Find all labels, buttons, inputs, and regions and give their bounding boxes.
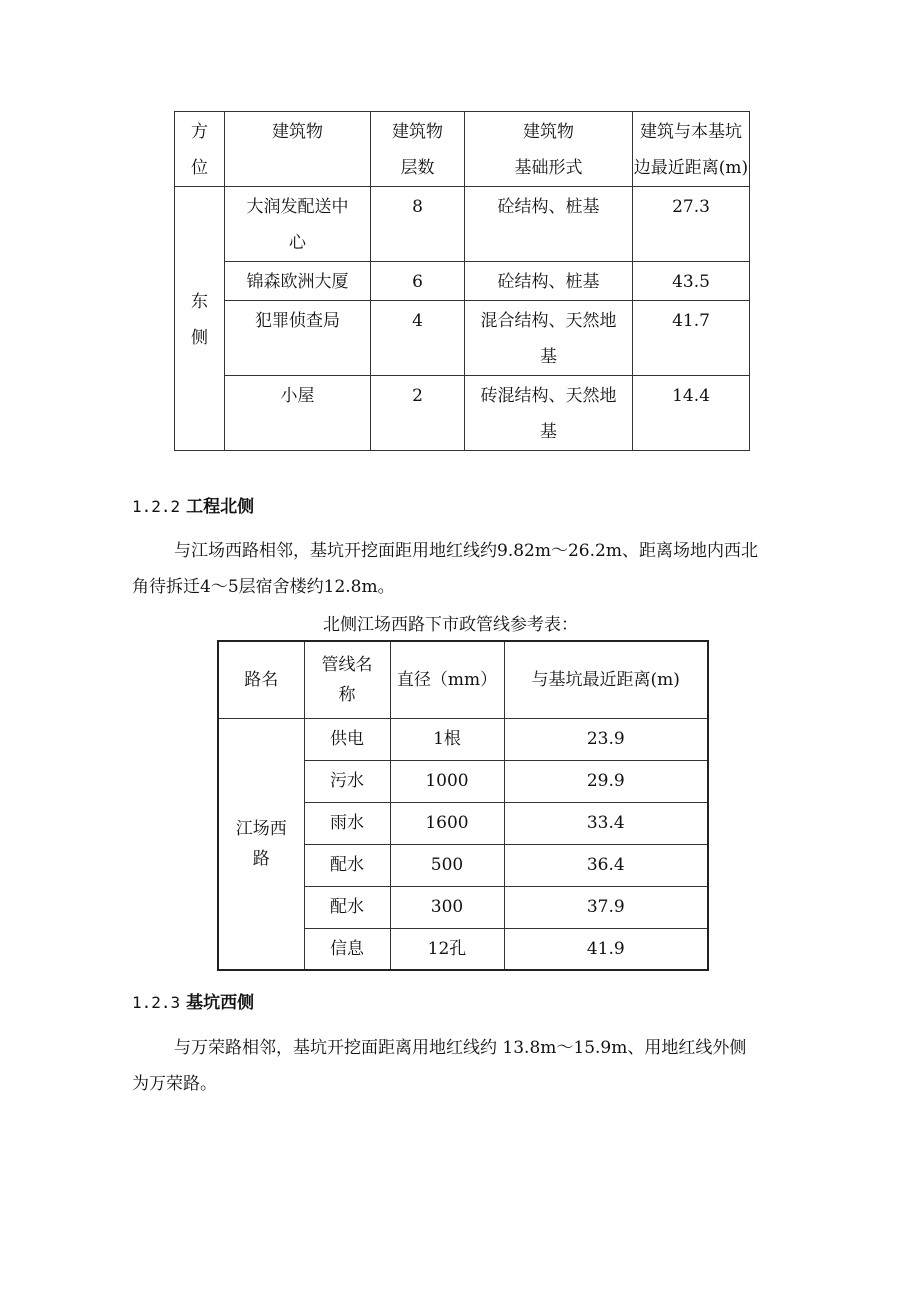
- section-number: 1.2.2: [132, 497, 181, 516]
- header-cell: 方 位: [175, 112, 225, 187]
- building-foundation: 砖混结构、天然地 基: [465, 376, 633, 451]
- building-name: 犯罪侦查局: [225, 301, 371, 376]
- section-heading-122: [132, 492, 254, 517]
- building-name: 小屋: [225, 376, 371, 451]
- building-floors: 2: [371, 376, 465, 451]
- table-header-row: [218, 641, 708, 718]
- building-floors: 6: [371, 262, 465, 301]
- section-title: 基坑西侧: [186, 993, 255, 1013]
- pipe-diameter: 500: [390, 844, 504, 886]
- paragraph-line: 与万荣路相邻，基坑开挖面距离用地红线约 13.8m～15.9m、用地红线外侧: [174, 1038, 747, 1058]
- east-buildings-table: [174, 111, 750, 451]
- pipe-name: 信息: [304, 928, 390, 970]
- pipe-diameter: 12孔: [390, 928, 504, 970]
- building-floors: 8: [371, 187, 465, 262]
- table-row: [175, 187, 750, 262]
- table-header-row: [175, 112, 750, 187]
- building-name: 大润发配送中 心: [225, 187, 371, 262]
- building-distance: 14.4: [633, 376, 750, 451]
- header-cell: 路名: [218, 641, 304, 718]
- table-row: [218, 718, 708, 760]
- paragraph-line: 为万荣路。: [132, 1074, 217, 1094]
- pipe-name: 供电: [304, 718, 390, 760]
- pipe-name: 配水: [304, 886, 390, 928]
- header-cell: 直径（mm）: [390, 641, 504, 718]
- pipe-diameter: 1根: [390, 718, 504, 760]
- building-foundation: 砼结构、桩基: [465, 187, 633, 262]
- pipe-diameter: 1600: [390, 802, 504, 844]
- section-heading-123: [132, 988, 254, 1013]
- road-cell: 江场西 路: [218, 718, 304, 970]
- pipe-name: 配水: [304, 844, 390, 886]
- pipe-distance: 41.9: [504, 928, 708, 970]
- paragraph-line: 与江场西路相邻，基坑开挖面距用地红线约9.82m～26.2m、距离场地内西北: [174, 541, 758, 561]
- pipe-distance: 23.9: [504, 718, 708, 760]
- table-row: [175, 376, 750, 451]
- pipe-name: 雨水: [304, 802, 390, 844]
- building-floors: 4: [371, 301, 465, 376]
- header-cell: 建筑物: [225, 112, 371, 187]
- building-distance: 43.5: [633, 262, 750, 301]
- paragraph-line: 角待拆迁4～5层宿舍楼约12.8m。: [132, 577, 395, 597]
- header-cell: 建筑与本基坑 边最近距离(m): [633, 112, 750, 187]
- table-caption: 北侧江场西路下市政管线参考表：: [323, 615, 578, 635]
- table-row: [175, 301, 750, 376]
- section-title: 工程北侧: [186, 497, 255, 517]
- building-foundation: 混合结构、天然地 基: [465, 301, 633, 376]
- header-cell: 建筑物 层数: [371, 112, 465, 187]
- pipe-distance: 29.9: [504, 760, 708, 802]
- header-cell: 与基坑最近距离(m): [504, 641, 708, 718]
- table-row: [175, 262, 750, 301]
- pipe-name: 污水: [304, 760, 390, 802]
- building-distance: 27.3: [633, 187, 750, 262]
- pipelines-table: [217, 640, 709, 971]
- header-cell: 管线名 称: [304, 641, 390, 718]
- building-foundation: 砼结构、桩基: [465, 262, 633, 301]
- side-cell: 东 侧: [175, 187, 225, 451]
- pipe-diameter: 1000: [390, 760, 504, 802]
- header-cell: 建筑物 基础形式: [465, 112, 633, 187]
- section-number: 1.2.3: [132, 993, 181, 1012]
- pipe-diameter: 300: [390, 886, 504, 928]
- pipe-distance: 36.4: [504, 844, 708, 886]
- pipe-distance: 37.9: [504, 886, 708, 928]
- pipe-distance: 33.4: [504, 802, 708, 844]
- building-distance: 41.7: [633, 301, 750, 376]
- building-name: 锦森欧洲大厦: [225, 262, 371, 301]
